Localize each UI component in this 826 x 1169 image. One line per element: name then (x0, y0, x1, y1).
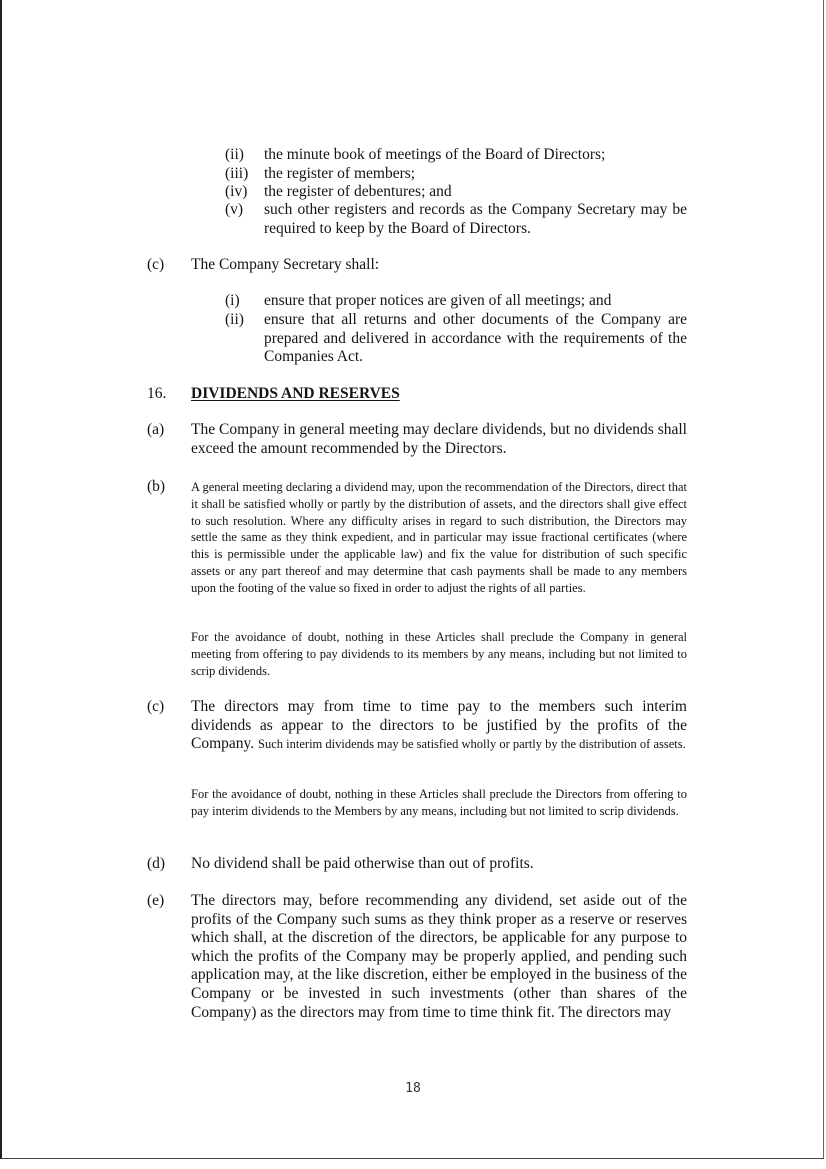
duty-item-number: (ii) (225, 311, 244, 328)
clause-text-large: The directors may from time to time pay to the members such interim dividends as appear to the directors to be justified by the profits of the Company. (191, 698, 687, 753)
duty-item-text: ensure that proper notices are given of all meetings; and (264, 292, 612, 309)
duty-item-text: ensure that all returns and other documents of the Company are prepared and delivered in accordance with the requirements of the Companies Act. (264, 311, 687, 366)
clause-text: No dividend shall be paid otherwise than out of profits. (191, 855, 534, 872)
register-item-number: (iv) (225, 183, 248, 200)
clause-note: For the avoidance of doubt, nothing in these Articles shall preclude the Directors from offering to pay interim dividends to the Members by any means, including but not limited to scrip dividends. (191, 787, 687, 818)
clause-label: (a) (147, 421, 165, 438)
register-item-number: (iii) (225, 165, 249, 182)
register-item-number: (v) (225, 201, 244, 218)
clause-label: (c) (147, 256, 165, 273)
register-item-text: the register of debentures; and (264, 183, 452, 200)
register-item-number: (ii) (225, 146, 244, 163)
section-number: 16. (147, 385, 167, 402)
duty-item-number: (i) (225, 292, 240, 309)
clause-text: A general meeting declaring a dividend may, upon the recommendation of the Directors, direct that it shall be satisfied wholly or partly by the distribution of assets, and the directors shall give effect to such resolution. Where any difficulty arises in regard to such distribution, the Directors may settle the same as they think expedient, and in particular may issue fractional certificates (where this is permissible under the applicable law) and fix the value for distribution of such specific assets or any part thereof and may determine that cash payments shall be made to any members upon the footing of the value so fixed in order to adjust the rights of all parties. (191, 480, 687, 595)
section-title: DIVIDENDS AND RESERVES (191, 385, 400, 402)
register-item-text: the register of members; (264, 165, 416, 182)
clause-text: The directors may, before recommending any dividend, set aside out of the profits of the Company such sums as they think proper as a reserve or reserves which shall, at the discretion of the directors, be applicable for any purpose to which the profits of the Company may be properly applied, and pending such application may, at the like discretion, either be employed in the business of the Company or be invested in such investments (other than shares of the Company) as the directors may from time to time think fit. The directors may (191, 892, 687, 1021)
clause-label: (e) (147, 892, 165, 909)
clause-text: The Company Secretary shall: (191, 256, 380, 273)
clause-label: (c) (147, 698, 165, 715)
register-item-text: such other registers and records as the Company Secretary may be required to keep by the Board of Directors. (264, 201, 687, 237)
register-item-text: the minute book of meetings of the Board of Directors; (264, 146, 606, 163)
clause-label: (d) (147, 855, 166, 872)
clause-note: For the avoidance of doubt, nothing in these Articles shall preclude the Company in general meeting from offering to pay dividends to its members by any means, including but not limited to scrip dividends. (191, 630, 687, 678)
clause-text-small: Such interim dividends may be satisfied wholly or partly by the distribution of assets. (258, 737, 686, 752)
clause-text (191, 698, 687, 754)
clause-text: The Company in general meeting may declare dividends, but no dividends shall exceed the amount recommended by the Directors. (191, 421, 687, 457)
page-number: 18 (405, 1081, 421, 1096)
clause-label: (b) (147, 478, 166, 495)
